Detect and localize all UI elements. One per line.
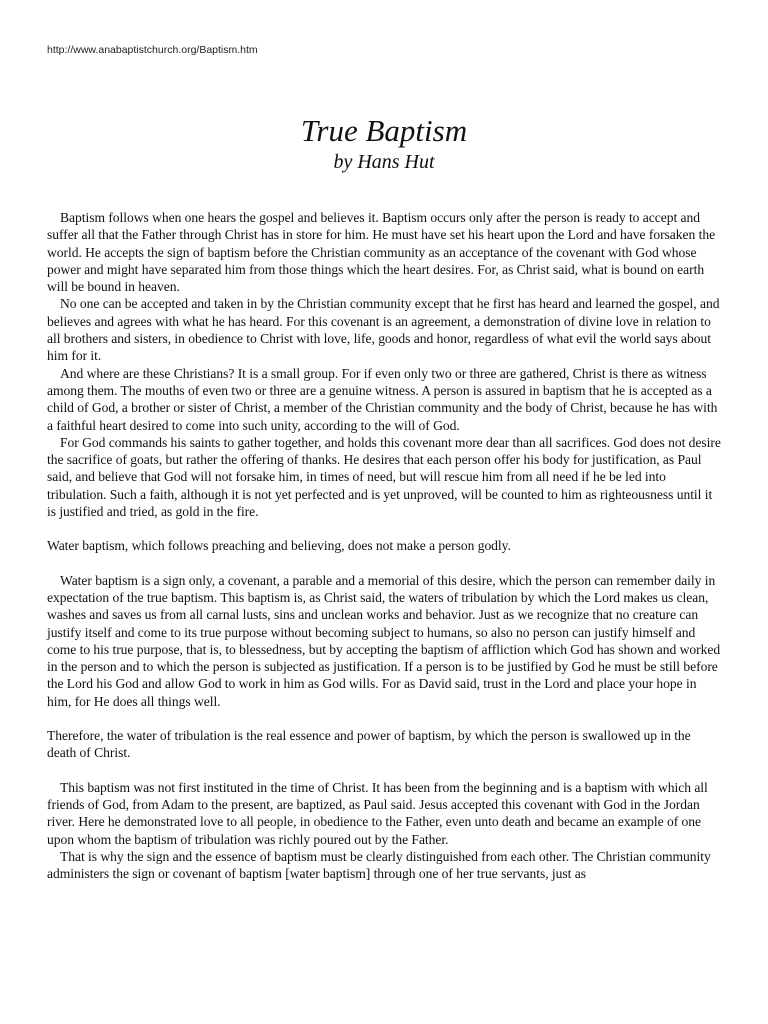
paragraph: That is why the sign and the essence of baptism must be clearly distinguished from each other. The Christian community administers the sign or covenant of baptism [water baptism] through one of her true servants, just as	[47, 848, 711, 882]
paragraph: Therefore, the water of tribulation is the real essence and power of baptism, by which the person is swallowed up in the death of Christ.	[47, 728, 691, 761]
source-url: http://www.anabaptistchurch.org/Baptism.htm	[47, 44, 258, 56]
paragraph-gap	[47, 520, 723, 537]
paragraph-gap	[47, 710, 723, 727]
paragraph: And where are these Christians? It is a small group. For if even only two or three are gathered, Christ is there as witness among them. The mouths of even two or three are a genuine witness. A person is assured in baptism that he is accepted as a child of God, a brother or sister of Christ, a member of the Christian community and the body of Christ, because he has with a faithful heart desired to come into such unity, according to the will of God.	[47, 365, 718, 433]
paragraph: No one can be accepted and taken in by the Christian community except that he first has heard and learned the gospel, and believes and agrees with what he has heard. For this covenant is an agreement, a demonstration of divine love in relation to all brothers and sisters, in obedience to Christ with love, life, goods and honor, regardless of what evil the world says about him for it.	[47, 296, 720, 364]
paragraph: For God commands his saints to gather together, and holds this covenant more dear than all sacrifices. God does not desire the sacrifice of goats, but rather the offering of thanks. He desires that each person offer his body for justification, as Paul said, and believe that God will not forsake him, in times of need, but will rescue him from all need if he be led into tribulation. Such a faith, although it is not yet perfected and is yet unproved, will be counted to him as righteousness until it is justified and tried, as gold in the fire.	[47, 434, 721, 520]
paragraph: This baptism was not first instituted in the time of Christ. It has been from the beginning and is a baptism with which all friends of God, from Adam to the present, are baptized, as Paul said. Jesus accepted this covenant with God in the Jordan river. Here he demonstrated love to all people, in obedience to the Father, even unto death and became an example of one upon whom the baptism of tribulation was richly poured out by the Father.	[47, 779, 708, 847]
document-body	[47, 209, 723, 882]
paragraph-gap	[47, 555, 723, 572]
paragraph: Water baptism, which follows preaching and believing, does not make a person godly.	[47, 538, 511, 554]
paragraph-gap	[47, 762, 723, 779]
document-title: True Baptism	[300, 113, 468, 148]
paragraph: Water baptism is a sign only, a covenant, a parable and a memorial of this desire, which the person can remember daily in expectation of the true baptism. This baptism is, as Christ said, the waters of tribulation by which the Lord makes us clean, washes and saves us from all carnal lusts, sins and unclean works and behavior. Just as we recognize that no creature can justify itself and come to its true purpose without becoming subject to humans, so also no person can justify himself and come to his true purpose, that is, to blessedness, but by accepting the baptism of affliction which God has shown and worked in the person and to which the person is subjected as justification. If a person is to be justified by God he must be still before the Lord his God and allow God to work in him as God wills. For as David said, trust in the Lord and place your hope in him, for He does all things well.	[47, 572, 721, 709]
document-byline: by Hans Hut	[333, 151, 435, 173]
paragraph: Baptism follows when one hears the gospel and believes it. Baptism occurs only after the person is ready to accept and suffer all that the Father through Christ has in store for him. He must have set his heart upon the Lord and have forsaken the world. He accepts the sign of baptism before the Christian community as an acceptance of the covenant with God whose power and might have separated him from those things which the heart desires. For, as Christ said, what is bound on earth will be bound in heaven.	[47, 210, 716, 295]
